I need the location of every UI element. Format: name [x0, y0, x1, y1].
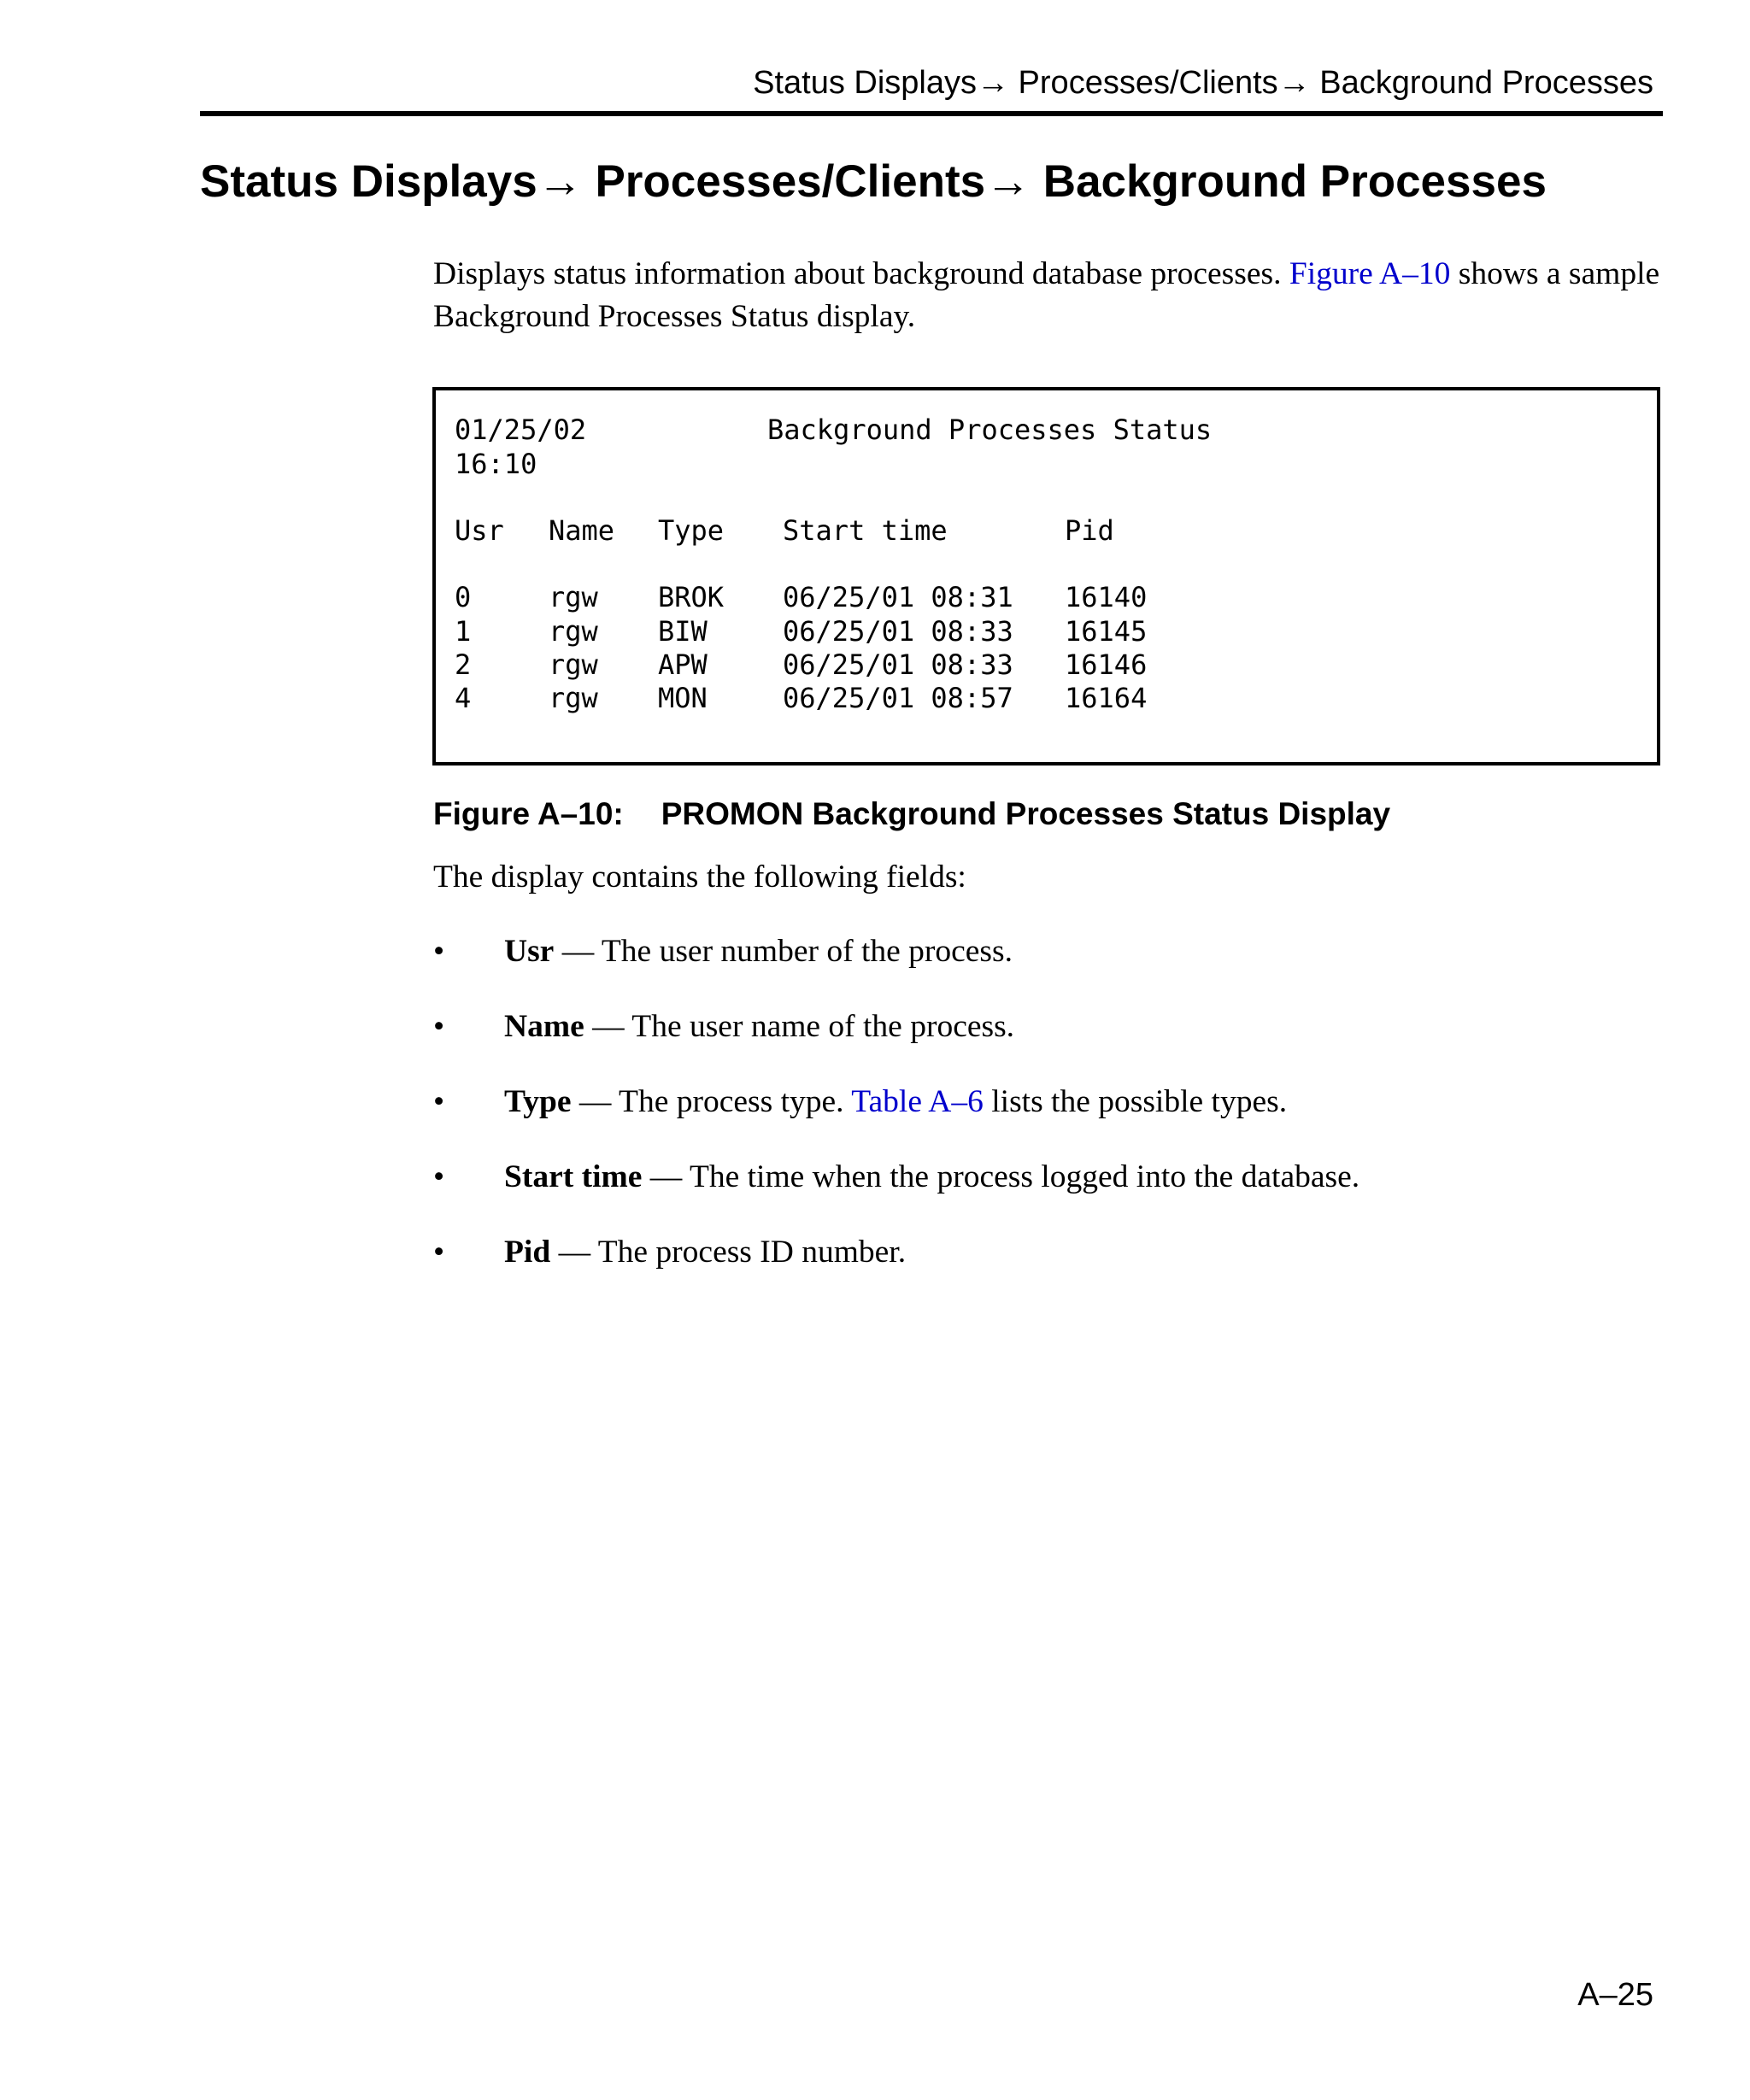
field-description: — The time when the process logged into the database. [642, 1159, 1360, 1194]
display-date: 01/25/02 [455, 414, 587, 446]
table-cell: 2 [455, 648, 472, 681]
list-item [433, 1158, 1359, 1233]
table-cell: rgw [549, 581, 598, 613]
field-description: — The user number of the process. [554, 934, 1013, 969]
field-list [433, 932, 1359, 1308]
arrow-icon: → [537, 156, 583, 207]
running-head-part: Background Processes [1310, 65, 1653, 101]
running-head [753, 67, 1653, 99]
display-time: 16:10 [455, 448, 537, 480]
fields-intro: The display contains the following fields: [433, 859, 966, 895]
header-rule [200, 111, 1663, 116]
bullet-icon: • [433, 1009, 445, 1044]
title-part: Status Displays [200, 156, 537, 207]
table-cell: 1 [455, 615, 472, 648]
intro-paragraph [433, 253, 1668, 338]
table-cell: 06/25/01 08:57 [783, 682, 1013, 714]
table-cell: 06/25/01 08:31 [783, 581, 1013, 613]
field-term: Type [504, 1084, 572, 1119]
title-part: Processes/Clients [582, 156, 986, 207]
field-term: Name [504, 1009, 584, 1044]
field-description: — The user name of the process. [584, 1009, 1015, 1044]
list-item [433, 932, 1359, 1007]
field-term: Pid [504, 1235, 551, 1270]
page-title [200, 157, 1547, 207]
table-cell: rgw [549, 648, 598, 681]
table-cell: rgw [549, 615, 598, 648]
field-description: — The process type. [571, 1084, 852, 1119]
column-header-type: Type [658, 514, 725, 547]
list-item [433, 1007, 1359, 1082]
table-cell: 4 [455, 682, 472, 714]
bullet-icon: • [433, 934, 445, 969]
figure-link[interactable]: Figure A–10 [1289, 256, 1451, 291]
figure-caption [433, 798, 1390, 830]
table-cell: rgw [549, 682, 598, 714]
display-title: Background Processes Status [767, 414, 1213, 446]
table-cell: BIW [658, 615, 708, 648]
arrow-icon: → [977, 65, 1009, 101]
list-item [433, 1233, 1359, 1308]
table-cell: MON [658, 682, 708, 714]
field-description: — The process ID number. [550, 1235, 907, 1270]
column-header-name: Name [549, 514, 615, 547]
table-link[interactable]: Table A–6 [851, 1084, 984, 1119]
field-description: lists the possible types. [983, 1084, 1288, 1119]
column-header-start-time: Start time [783, 514, 948, 547]
column-header-usr: Usr [455, 514, 504, 547]
intro-text: Displays status information about background database processes. [433, 256, 1289, 291]
intro-text: shows a sample Background Processes Status display. [433, 256, 1660, 334]
field-term: Start time [504, 1159, 643, 1194]
status-display-figure [432, 387, 1660, 766]
list-item [433, 1082, 1359, 1158]
table-cell: 0 [455, 581, 472, 613]
bullet-icon: • [433, 1084, 445, 1119]
bullet-icon: • [433, 1159, 445, 1194]
running-head-part: Status Displays [753, 65, 977, 101]
arrow-icon: → [1277, 65, 1311, 101]
table-cell: 06/25/01 08:33 [783, 615, 1013, 648]
bullet-icon: • [433, 1235, 445, 1270]
column-header-pid: Pid [1065, 514, 1114, 547]
table-cell: 16146 [1065, 648, 1148, 681]
table-cell: APW [658, 648, 708, 681]
page-number: A–25 [1577, 1977, 1653, 2013]
title-part: Background Processes [1031, 156, 1547, 207]
table-cell: BROK [658, 581, 725, 613]
field-term: Usr [504, 934, 555, 969]
table-cell: 16164 [1065, 682, 1148, 714]
table-cell: 16140 [1065, 581, 1148, 613]
figure-label: Figure A–10: [433, 796, 624, 831]
figure-title: PROMON Background Processes Status Display [661, 796, 1391, 831]
running-head-part: Processes/Clients [1009, 65, 1278, 101]
table-cell: 06/25/01 08:33 [783, 648, 1013, 681]
table-cell: 16145 [1065, 615, 1148, 648]
arrow-icon: → [985, 156, 1031, 207]
